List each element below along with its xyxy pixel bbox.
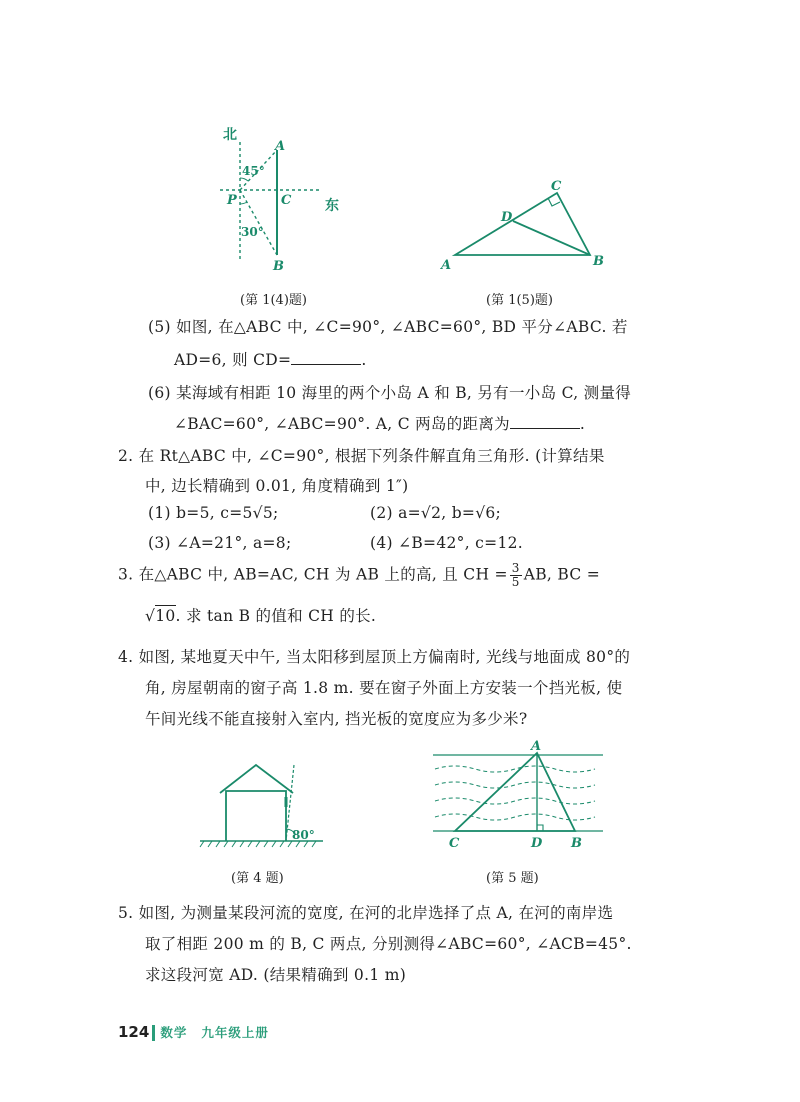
figure-5 xyxy=(425,735,605,855)
point-d-label: D xyxy=(501,210,513,225)
footer-book: 九年级上册 xyxy=(201,1025,269,1040)
figure-1-4-caption: (第 1(4)题) xyxy=(240,293,307,308)
answer-blank[interactable] xyxy=(291,350,361,365)
footer-divider xyxy=(152,1025,155,1041)
footer-subject: 数学 xyxy=(160,1025,188,1040)
figure-1-4 xyxy=(215,120,355,275)
figure-1-5 xyxy=(435,175,615,275)
problem-1-6-line-2 xyxy=(174,412,585,434)
sqrt-sign: √ xyxy=(145,607,156,625)
point-c-label: C xyxy=(281,193,292,208)
angle-45-label: 45° xyxy=(242,164,265,178)
figure-1-5-diagram xyxy=(435,175,615,275)
angle-80-label: 80° xyxy=(292,828,315,842)
problem-1-5-line-2-text: AD=6, 则 CD= xyxy=(174,351,292,369)
sqrt-radicand: 10 xyxy=(155,607,176,625)
east-label: 东 xyxy=(325,198,339,214)
problem-4-line-2: 角, 房屋朝南的窗子高 1.8 m. 要在窗子外面上方安装一个挡光板, 使 xyxy=(145,679,623,697)
figure-4-caption: (第 4 题) xyxy=(231,871,284,886)
figure-4 xyxy=(198,755,328,850)
problem-1-5-line-2 xyxy=(174,348,367,370)
point-b-label: B xyxy=(593,254,604,269)
problem-1-6-line-2-end: . xyxy=(579,415,586,433)
problem-3-line-1-text: 3. 在△ABC 中, AB=AC, CH 为 AB 上的高, 且 CH = xyxy=(118,565,508,584)
problem-2-sub-1: (1) b=5, c=5√5; xyxy=(148,504,279,522)
point-b-label: B xyxy=(571,836,582,851)
problem-4-line-1: 4. 如图, 某地夏天中午, 当太阳移到屋顶上方偏南时, 光线与地面成 80°的 xyxy=(118,648,631,666)
angle-30-label: 30° xyxy=(241,225,264,239)
problem-1-6-line-1: (6) 某海域有相距 10 海里的两个小岛 A 和 B, 另有一小岛 C, 测量得 xyxy=(148,384,632,402)
problem-5-line-1: 5. 如图, 为测量某段河流的宽度, 在河的北岸选择了点 A, 在河的南岸选 xyxy=(118,904,614,922)
figure-5-diagram xyxy=(425,735,605,855)
problem-2-line-2: 中, 边长精确到 0.01, 角度精确到 1″) xyxy=(145,477,409,495)
fraction xyxy=(510,562,522,589)
point-p-label: P xyxy=(227,193,237,208)
problem-1-6-line-2-text: ∠BAC=60°, ∠ABC=90°. A, C 两岛的距离为 xyxy=(174,415,510,433)
north-label: 北 xyxy=(223,127,237,143)
problem-2-sub-3: (3) ∠A=21°, a=8; xyxy=(148,534,292,552)
point-c-label: C xyxy=(449,836,460,851)
page-number: 124 xyxy=(118,1023,150,1041)
problem-3-line-2 xyxy=(145,604,376,626)
point-c-label: C xyxy=(551,179,562,194)
point-a-label: A xyxy=(275,139,286,154)
problem-2-sub-2: (2) a=√2, b=√6; xyxy=(370,504,502,522)
problem-1-5-line-2-end: . xyxy=(361,351,367,369)
page-footer xyxy=(118,1022,269,1041)
problem-5-line-3: 求这段河宽 AD. (结果精确到 0.1 m) xyxy=(145,966,407,984)
point-b-label: B xyxy=(273,259,284,274)
problem-1-5-line-1: (5) 如图, 在△ABC 中, ∠C=90°, ∠ABC=60°, BD 平分∠ABC. 若 xyxy=(148,318,628,336)
problem-2-line-1: 2. 在 Rt△ABC 中, ∠C=90°, 根据下列条件解直角三角形. (计算结果 xyxy=(118,447,605,465)
problem-4-line-3: 午间光线不能直接射入室内, 挡光板的宽度应为多少米? xyxy=(145,710,528,728)
figure-1-5-caption: (第 1(5)题) xyxy=(486,293,553,308)
problem-2-sub-4: (4) ∠B=42°, c=12. xyxy=(370,534,523,552)
fraction-numerator: 3 xyxy=(511,561,520,575)
point-a-label: A xyxy=(531,739,542,754)
point-d-label: D xyxy=(531,836,543,851)
figure-4-diagram xyxy=(198,755,328,850)
problem-3-line-1-end: AB, BC = xyxy=(523,565,601,584)
point-a-label: A xyxy=(441,258,452,273)
figure-5-caption: (第 5 题) xyxy=(486,871,539,886)
problem-5-line-2: 取了相距 200 m 的 B, C 两点, 分别测得∠ABC=60°, ∠ACB=45°. xyxy=(145,935,632,953)
fraction-denominator: 5 xyxy=(511,575,520,589)
answer-blank[interactable] xyxy=(510,414,580,429)
figure-1-4-diagram xyxy=(215,120,355,275)
problem-3-line-2-text: . 求 tan B 的值和 CH 的长. xyxy=(175,607,377,625)
problem-3-line-1 xyxy=(118,562,600,589)
